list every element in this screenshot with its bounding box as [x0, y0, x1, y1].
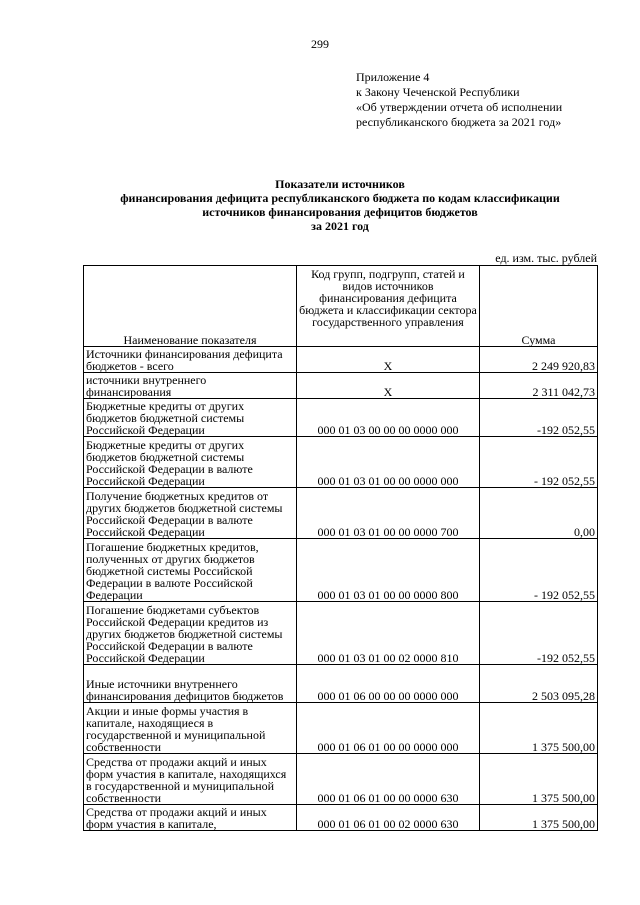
table-header-row [84, 266, 598, 347]
page-number: 299 [311, 37, 329, 51]
title-line: за 2021 год [311, 219, 369, 233]
appendix-block [356, 70, 626, 130]
units-label: ед. изм. тыс. рублей [495, 251, 597, 265]
cell-sum: 2 503 095,28 [480, 665, 598, 703]
cell-sum: 1 375 500,00 [480, 754, 598, 805]
cell-name: Акции и иные формы участия в капитале, находящиеся в государственной и муниципальной собственности [84, 703, 297, 754]
cell-name: источники внутреннего финансирования [84, 373, 297, 399]
cell-name: Погашение бюджетами субъектов Российской Федерации кредитов из других бюджетов бюджетной системы Российской Федерации в валюте Российской Федерации [84, 602, 297, 665]
cell-name: Средства от продажи акций и иных форм участия в капитале, [84, 805, 297, 831]
cell-code: 000 01 03 00 00 00 0000 000 [297, 399, 480, 437]
title-line: финансирования дефицита республиканского бюджета по кодам классификации [120, 191, 560, 205]
cell-sum: 1 375 500,00 [480, 703, 598, 754]
title-line: Показатели источников [275, 177, 405, 191]
cell-sum: 2 311 042,73 [480, 373, 598, 399]
header-code: Код групп, подгрупп, статей и видов источников финансирования дефицита бюджета и классификации сектора государственного управления [297, 266, 480, 347]
cell-sum: - 192 052,55 [480, 539, 598, 602]
cell-name: Источники финансирования дефицита бюджетов - всего [84, 347, 297, 373]
cell-name: Средства от продажи акций и иных форм участия в капитале, находящихся в государственной и муниципальной собственности [84, 754, 297, 805]
table-row [84, 602, 598, 665]
appendix-line: республиканского бюджета за 2021 год» [356, 115, 562, 129]
header-name: Наименование показателя [84, 266, 297, 347]
cell-sum: 2 249 920,83 [480, 347, 598, 373]
table-row [84, 488, 598, 539]
appendix-line: к Закону Чеченской Республики [356, 85, 520, 99]
cell-code: 000 01 03 01 00 00 0000 000 [297, 437, 480, 488]
cell-sum: - 192 052,55 [480, 437, 598, 488]
cell-code: 000 01 03 01 00 00 0000 800 [297, 539, 480, 602]
table-row [84, 805, 598, 831]
cell-sum: 1 375 500,00 [480, 805, 598, 831]
table-row [84, 347, 598, 373]
cell-sum: 0,00 [480, 488, 598, 539]
cell-code: 000 01 06 01 00 00 0000 630 [297, 754, 480, 805]
appendix-line: Приложение 4 [356, 70, 430, 84]
cell-code: Х [297, 373, 480, 399]
cell-name: Бюджетные кредиты от других бюджетов бюджетной системы Российской Федерации в валюте Российской Федерации [84, 437, 297, 488]
table-row [84, 437, 598, 488]
cell-name: Получение бюджетных кредитов от других бюджетов бюджетной системы Российской Федерации в валюте Российской Федерации [84, 488, 297, 539]
sources-table [83, 265, 598, 831]
table-row [84, 665, 598, 703]
cell-code: Х [297, 347, 480, 373]
cell-code: 000 01 03 01 00 00 0000 700 [297, 488, 480, 539]
title-line: источников финансирования дефицитов бюджетов [202, 205, 478, 219]
cell-code: 000 01 06 01 00 00 0000 000 [297, 703, 480, 754]
table-row [84, 754, 598, 805]
table-row [84, 703, 598, 754]
cell-code: 000 01 06 00 00 00 0000 000 [297, 665, 480, 703]
cell-sum: -192 052,55 [480, 399, 598, 437]
table-row [84, 399, 598, 437]
cell-name: Погашение бюджетных кредитов, полученных от других бюджетов бюджетной системы Российской Федерации в валюте Российской Федерации [84, 539, 297, 602]
document-title [60, 177, 620, 233]
cell-name: Бюджетные кредиты от других бюджетов бюджетной системы Российской Федерации [84, 399, 297, 437]
header-sum: Сумма [480, 266, 598, 347]
cell-name: Иные источники внутреннего финансирования дефицитов бюджетов [84, 665, 297, 703]
table-row [84, 539, 598, 602]
cell-code: 000 01 06 01 00 02 0000 630 [297, 805, 480, 831]
appendix-line: «Об утверждении отчета об исполнении [356, 100, 563, 114]
table-row [84, 373, 598, 399]
cell-sum: -192 052,55 [480, 602, 598, 665]
cell-code: 000 01 03 01 00 02 0000 810 [297, 602, 480, 665]
